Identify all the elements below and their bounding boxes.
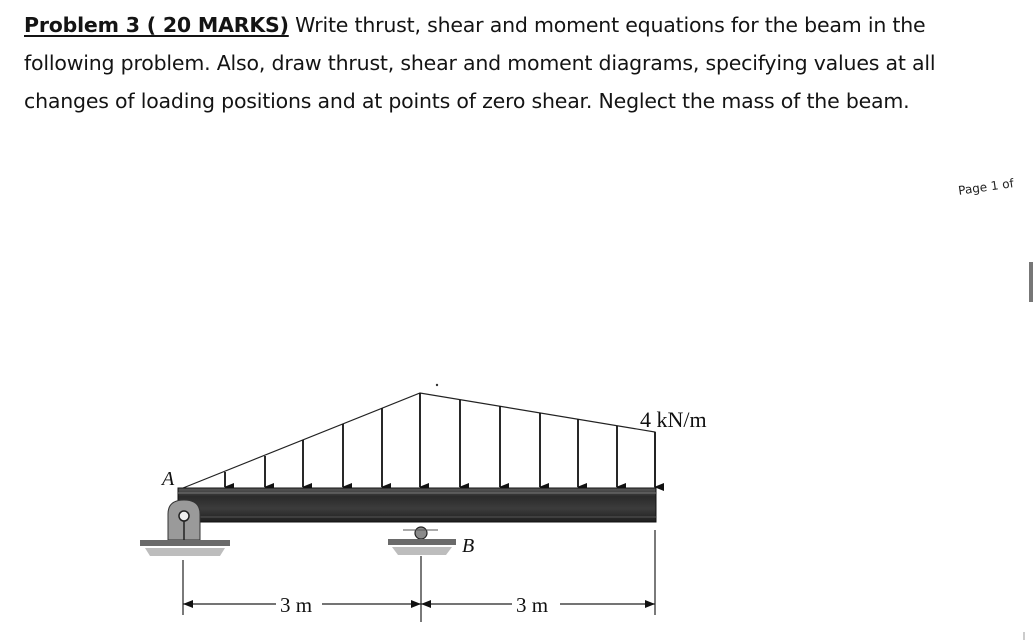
load-outline — [183, 393, 655, 488]
problem-body: Write thrust, shear and moment equations for the beam in the following problem. Also, draw thrust, shear and moment diagrams, specifying values at all changes of loading positions and at points of zero shear. Neglect the mass of the beam. — [24, 13, 936, 113]
problem-heading: Problem 3 ( 20 MARKS) — [24, 13, 289, 37]
support-b-label: B — [462, 535, 475, 557]
roller-support-b — [388, 527, 456, 555]
span-2-label: 3 m — [516, 593, 549, 617]
load-label: 4 kN/m — [640, 407, 707, 432]
span-1-label: 3 m — [280, 593, 313, 617]
page-number: Page 1 of — [957, 176, 1015, 198]
load-arrows — [225, 393, 655, 487]
support-a-label: A — [162, 468, 175, 490]
